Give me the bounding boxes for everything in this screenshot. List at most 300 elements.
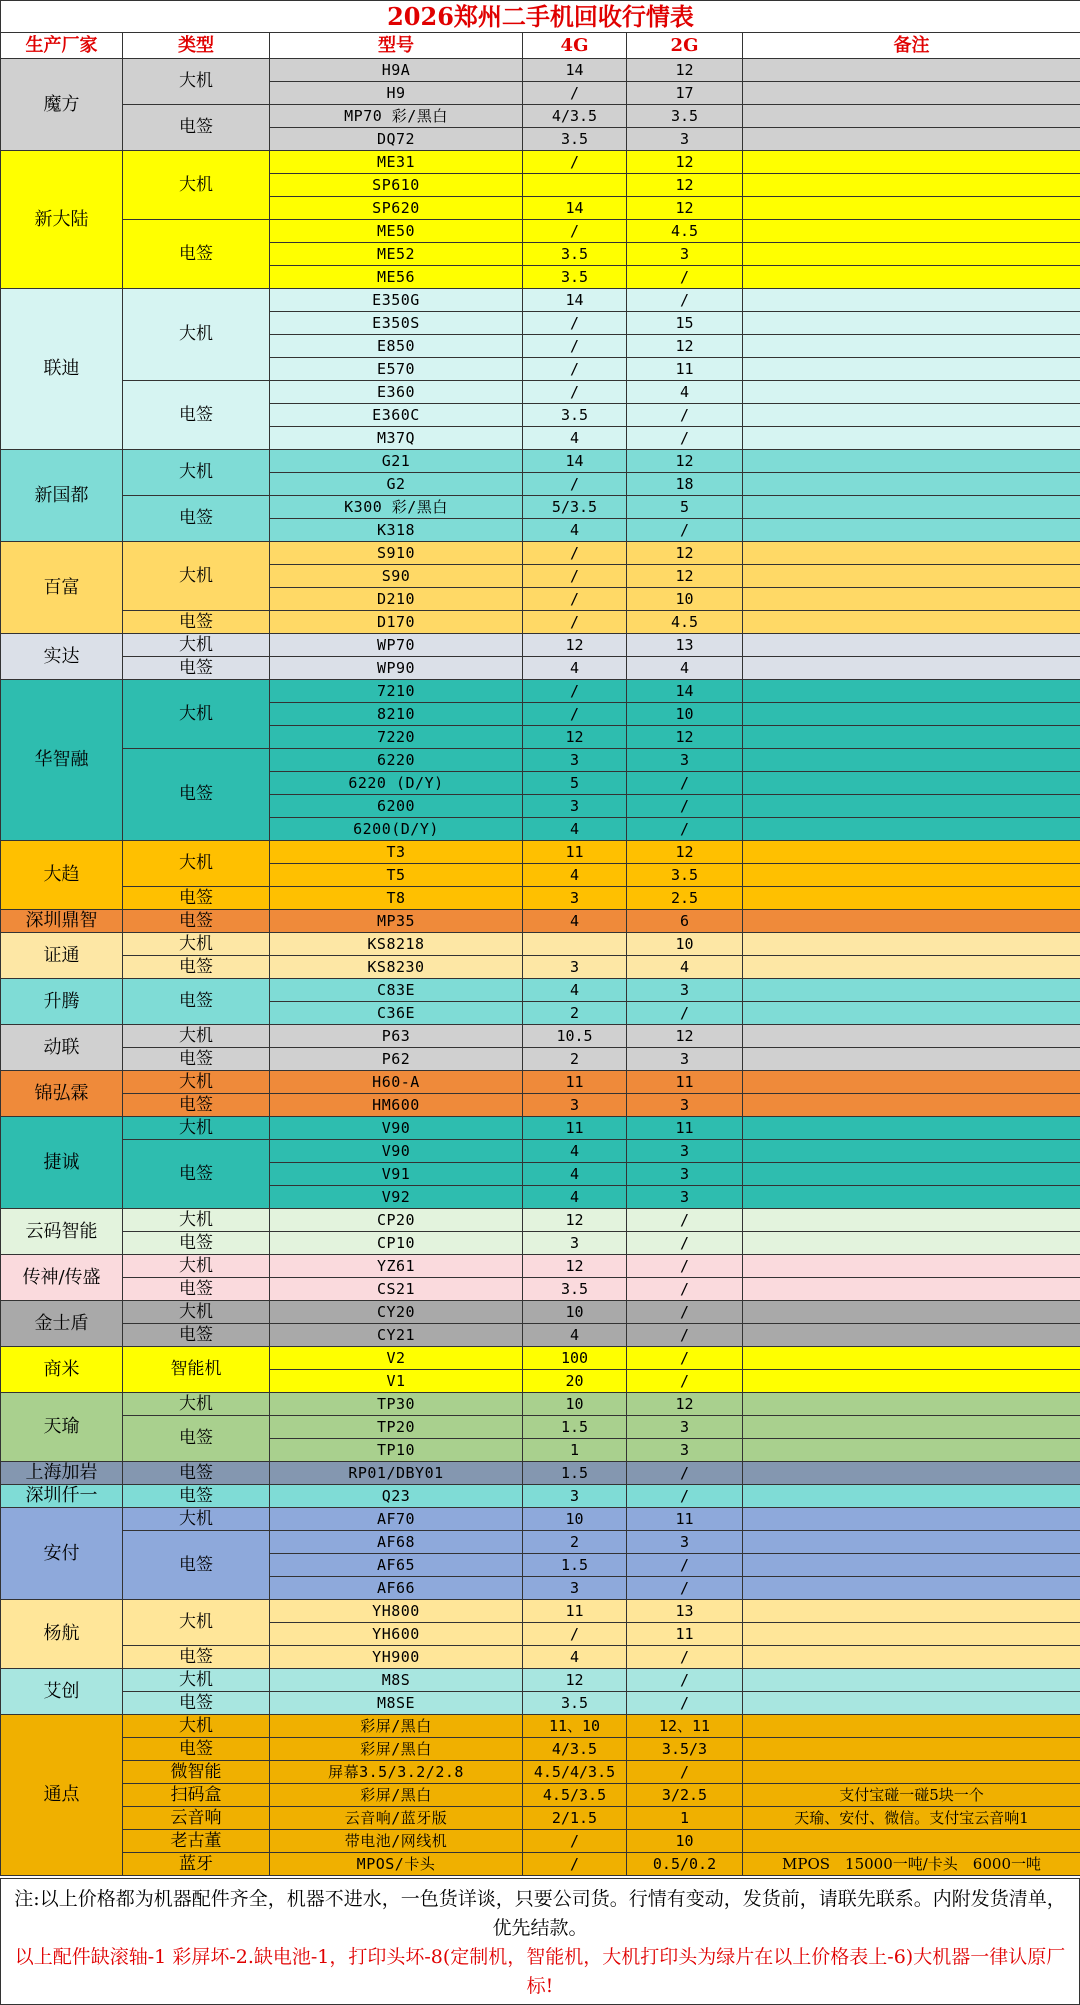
type-cell: 电签 [123, 611, 270, 634]
price-2g-cell: 4 [627, 657, 743, 680]
table-row [1, 680, 1080, 703]
price-2g-cell: / [627, 1301, 743, 1324]
price-2g-cell: 1 [627, 1807, 743, 1830]
price-4g-cell: 4 [523, 864, 627, 887]
note-cell [743, 634, 1080, 657]
type-cell: 微智能 [123, 1761, 270, 1784]
type-cell: 电签 [123, 1531, 270, 1600]
table-row [1, 1761, 1080, 1784]
manufacturer-cell: 锦弘霖 [1, 1071, 123, 1117]
type-cell: 智能机 [123, 1347, 270, 1393]
price-2g-cell: / [627, 1554, 743, 1577]
note-cell: 天瑜、安付、微信。支付宝云音响1 [743, 1807, 1080, 1830]
price-2g-cell: 3.5 [627, 105, 743, 128]
table-row [1, 1462, 1080, 1485]
price-4g-cell: 14 [523, 59, 627, 82]
price-2g-cell: / [627, 1002, 743, 1025]
model-cell: WP90 [270, 657, 523, 680]
model-cell: MP35 [270, 910, 523, 933]
price-2g-cell: 3.5 [627, 864, 743, 887]
note-cell [743, 266, 1080, 289]
price-2g-cell: 13 [627, 634, 743, 657]
table-row [1, 1209, 1080, 1232]
price-4g-cell: 4 [523, 910, 627, 933]
price-2g-cell: 3.5/3 [627, 1738, 743, 1761]
model-cell: AF68 [270, 1531, 523, 1554]
table-row [1, 1048, 1080, 1071]
note-cell [743, 1761, 1080, 1784]
model-cell: ME52 [270, 243, 523, 266]
price-4g-cell: 2/1.5 [523, 1807, 627, 1830]
table-row [1, 1508, 1080, 1531]
note-cell [743, 1393, 1080, 1416]
type-cell: 蓝牙 [123, 1853, 270, 1876]
model-cell: H60-A [270, 1071, 523, 1094]
note-cell [743, 956, 1080, 979]
note-cell [743, 174, 1080, 197]
note-cell [743, 1255, 1080, 1278]
table-row [1, 1301, 1080, 1324]
note-cell [743, 289, 1080, 312]
table-row [1, 910, 1080, 933]
price-4g-cell: / [523, 1853, 627, 1876]
model-cell: H9 [270, 82, 523, 105]
price-2g-cell: 10 [627, 1830, 743, 1853]
price-4g-cell: 1.5 [523, 1462, 627, 1485]
price-4g-cell: 1.5 [523, 1554, 627, 1577]
price-2g-cell: / [627, 1324, 743, 1347]
model-cell: D210 [270, 588, 523, 611]
model-cell: 彩屏/黑白 [270, 1715, 523, 1738]
price-2g-cell: 3 [627, 1094, 743, 1117]
price-4g-cell: 4 [523, 1324, 627, 1347]
table-row [1, 1324, 1080, 1347]
note-cell [743, 519, 1080, 542]
type-cell: 大机 [123, 1071, 270, 1094]
type-cell: 电签 [123, 749, 270, 841]
model-cell: K300 彩/黑白 [270, 496, 523, 519]
price-4g-cell: 14 [523, 197, 627, 220]
type-cell: 大机 [123, 634, 270, 657]
model-cell: SP610 [270, 174, 523, 197]
price-2g-cell: 11 [627, 1117, 743, 1140]
price-2g-cell: 13 [627, 1600, 743, 1623]
note-cell [743, 220, 1080, 243]
model-cell: C36E [270, 1002, 523, 1025]
note-cell [743, 1416, 1080, 1439]
note-cell [743, 726, 1080, 749]
price-4g-cell: 3.5 [523, 128, 627, 151]
model-cell: KS8218 [270, 933, 523, 956]
type-cell: 电签 [123, 887, 270, 910]
note-cell [743, 1324, 1080, 1347]
price-2g-cell: 17 [627, 82, 743, 105]
price-4g-cell: 20 [523, 1370, 627, 1393]
model-cell: K318 [270, 519, 523, 542]
manufacturer-cell: 金士盾 [1, 1301, 123, 1347]
note-cell [743, 1554, 1080, 1577]
model-cell: E360 [270, 381, 523, 404]
type-cell: 电签 [123, 956, 270, 979]
price-2g-cell: 15 [627, 312, 743, 335]
price-4g-cell [523, 933, 627, 956]
type-cell: 大机 [123, 933, 270, 956]
model-cell: CP10 [270, 1232, 523, 1255]
note-cell [743, 703, 1080, 726]
model-cell: E850 [270, 335, 523, 358]
model-cell: P63 [270, 1025, 523, 1048]
model-cell: D170 [270, 611, 523, 634]
price-2g-cell: 3 [627, 243, 743, 266]
model-cell: V90 [270, 1140, 523, 1163]
price-4g-cell: 10 [523, 1301, 627, 1324]
price-2g-cell: 11 [627, 358, 743, 381]
model-cell: 8210 [270, 703, 523, 726]
price-2g-cell: 3 [627, 749, 743, 772]
price-2g-cell: 12 [627, 565, 743, 588]
model-cell: 彩屏/黑白 [270, 1784, 523, 1807]
price-2g-cell: 10 [627, 588, 743, 611]
price-2g-cell: / [627, 1462, 743, 1485]
type-cell: 大机 [123, 1025, 270, 1048]
note-cell [743, 933, 1080, 956]
price-2g-cell: 12 [627, 197, 743, 220]
price-4g-cell: 3 [523, 749, 627, 772]
note-cell [743, 151, 1080, 174]
model-cell: 7220 [270, 726, 523, 749]
model-cell: YH900 [270, 1646, 523, 1669]
price-2g-cell: 4 [627, 381, 743, 404]
model-cell: T8 [270, 887, 523, 910]
price-2g-cell: 3 [627, 1416, 743, 1439]
model-cell: HM600 [270, 1094, 523, 1117]
table-row [1, 1071, 1080, 1094]
note-cell [743, 427, 1080, 450]
price-4g-cell: 10 [523, 1508, 627, 1531]
type-cell: 电签 [123, 1692, 270, 1715]
note-cell [743, 1646, 1080, 1669]
price-4g-cell: / [523, 703, 627, 726]
note-cell [743, 1485, 1080, 1508]
price-4g-cell: / [523, 611, 627, 634]
model-cell: YZ61 [270, 1255, 523, 1278]
price-4g-cell: 12 [523, 1669, 627, 1692]
model-cell: 带电池/网线机 [270, 1830, 523, 1853]
model-cell: C83E [270, 979, 523, 1002]
type-cell: 电签 [123, 1485, 270, 1508]
price-2g-cell: 3/2.5 [627, 1784, 743, 1807]
price-2g-cell: 14 [627, 680, 743, 703]
price-2g-cell: / [627, 1692, 743, 1715]
table-row [1, 749, 1080, 772]
note-cell [743, 588, 1080, 611]
note-cell [743, 358, 1080, 381]
model-cell: KS8230 [270, 956, 523, 979]
price-4g-cell: 3 [523, 956, 627, 979]
note-cell [743, 887, 1080, 910]
price-2g-cell: 12 [627, 335, 743, 358]
price-2g-cell: / [627, 1485, 743, 1508]
table-row [1, 887, 1080, 910]
model-cell: T5 [270, 864, 523, 887]
price-4g-cell: 2 [523, 1048, 627, 1071]
manufacturer-cell: 杨航 [1, 1600, 123, 1669]
price-2g-cell: 12 [627, 726, 743, 749]
price-4g-cell: / [523, 542, 627, 565]
note-cell [743, 1209, 1080, 1232]
price-4g-cell: / [523, 1830, 627, 1853]
price-2g-cell: 12 [627, 59, 743, 82]
manufacturer-cell: 新大陆 [1, 151, 123, 289]
table-row [1, 1232, 1080, 1255]
price-2g-cell: / [627, 1255, 743, 1278]
note-cell [743, 611, 1080, 634]
note-cell [743, 496, 1080, 519]
price-4g-cell: 11、10 [523, 1715, 627, 1738]
model-cell: AF65 [270, 1554, 523, 1577]
price-2g-cell: 4 [627, 956, 743, 979]
price-4g-cell: 3 [523, 1577, 627, 1600]
header-manufacturer: 生产厂家 [1, 33, 123, 59]
type-cell: 大机 [123, 1301, 270, 1324]
note-cell [743, 1186, 1080, 1209]
table-row [1, 611, 1080, 634]
price-2g-cell: / [627, 519, 743, 542]
model-cell: V2 [270, 1347, 523, 1370]
note-cell [743, 473, 1080, 496]
footer-note-deductions: 以上配件缺滚轴-1 彩屏坏-2.缺电池-1，打印头坏-8(定制机，智能机，大机打印头为绿片在以上价格表上-6)大机器一律认原厂标! [14, 1946, 1066, 1997]
price-4g-cell: 4 [523, 1140, 627, 1163]
note-cell [743, 749, 1080, 772]
manufacturer-cell: 深圳鼎智 [1, 910, 123, 933]
price-2g-cell: 11 [627, 1508, 743, 1531]
type-cell: 电签 [123, 220, 270, 289]
price-4g-cell: 3 [523, 795, 627, 818]
note-cell [743, 841, 1080, 864]
note-cell [743, 1140, 1080, 1163]
price-4g-cell: 12 [523, 1255, 627, 1278]
type-cell: 大机 [123, 1600, 270, 1646]
price-4g-cell: 14 [523, 289, 627, 312]
table-row [1, 956, 1080, 979]
model-cell: E350G [270, 289, 523, 312]
note-cell [743, 1002, 1080, 1025]
note-cell [743, 404, 1080, 427]
type-cell: 大机 [123, 1669, 270, 1692]
note-cell [743, 1301, 1080, 1324]
type-cell: 电签 [123, 496, 270, 542]
model-cell: 云音响/蓝牙版 [270, 1807, 523, 1830]
price-4g-cell: 4 [523, 818, 627, 841]
model-cell: 彩屏/黑白 [270, 1738, 523, 1761]
model-cell: TP10 [270, 1439, 523, 1462]
note-cell [743, 59, 1080, 82]
price-2g-cell: 10 [627, 703, 743, 726]
table-row [1, 1830, 1080, 1853]
model-cell: T3 [270, 841, 523, 864]
price-4g-cell: 2 [523, 1531, 627, 1554]
price-2g-cell: 3 [627, 979, 743, 1002]
table-row [1, 1646, 1080, 1669]
table-row [1, 933, 1080, 956]
table-row [1, 1025, 1080, 1048]
note-cell [743, 82, 1080, 105]
manufacturer-cell: 安付 [1, 1508, 123, 1600]
note-cell [743, 657, 1080, 680]
type-cell: 老古董 [123, 1830, 270, 1853]
note-cell [743, 312, 1080, 335]
table-row [1, 289, 1080, 312]
type-cell: 电签 [123, 381, 270, 450]
price-4g-cell: 12 [523, 726, 627, 749]
table-row [1, 151, 1080, 174]
model-cell: M37Q [270, 427, 523, 450]
manufacturer-cell: 通点 [1, 1715, 123, 1876]
header-notes: 备注 [743, 33, 1080, 59]
type-cell: 大机 [123, 59, 270, 105]
table-row [1, 220, 1080, 243]
note-cell [743, 381, 1080, 404]
type-cell: 电签 [123, 1278, 270, 1301]
price-2g-cell: 3 [627, 1140, 743, 1163]
price-4g-cell: 3.5 [523, 404, 627, 427]
price-2g-cell: / [627, 1347, 743, 1370]
model-cell: M8SE [270, 1692, 523, 1715]
price-2g-cell: / [627, 1370, 743, 1393]
price-2g-cell: / [627, 1209, 743, 1232]
title-row [1, 1, 1080, 33]
header-2g: 2G [627, 33, 743, 59]
note-cell: MPOS 15000一吨/卡头 6000一吨 [743, 1853, 1080, 1876]
price-2g-cell: 12 [627, 151, 743, 174]
price-4g-cell: 4 [523, 1186, 627, 1209]
manufacturer-cell: 云码智能 [1, 1209, 123, 1255]
price-4g-cell: 1 [523, 1439, 627, 1462]
type-cell: 大机 [123, 450, 270, 496]
table-row [1, 105, 1080, 128]
manufacturer-cell: 艾创 [1, 1669, 123, 1715]
price-4g-cell: / [523, 220, 627, 243]
price-2g-cell: 6 [627, 910, 743, 933]
header-4g: 4G [523, 33, 627, 59]
price-4g-cell: 11 [523, 1600, 627, 1623]
price-4g-cell: / [523, 1623, 627, 1646]
price-4g-cell: 14 [523, 450, 627, 473]
price-4g-cell: / [523, 588, 627, 611]
price-2g-cell: 0.5/0.2 [627, 1853, 743, 1876]
type-cell: 大机 [123, 841, 270, 887]
model-cell: 屏幕3.5/3.2/2.8 [270, 1761, 523, 1784]
note-cell [743, 197, 1080, 220]
type-cell: 大机 [123, 151, 270, 220]
type-cell: 扫码盒 [123, 1784, 270, 1807]
model-cell: Q23 [270, 1485, 523, 1508]
price-4g-cell: / [523, 312, 627, 335]
table-row [1, 450, 1080, 473]
note-cell [743, 1692, 1080, 1715]
price-4g-cell: 12 [523, 1209, 627, 1232]
model-cell: TP30 [270, 1393, 523, 1416]
type-cell: 电签 [123, 105, 270, 151]
price-2g-cell: / [627, 795, 743, 818]
price-2g-cell: 4.5 [627, 220, 743, 243]
table-row [1, 1278, 1080, 1301]
model-cell: WP70 [270, 634, 523, 657]
price-4g-cell: 10 [523, 1393, 627, 1416]
price-2g-cell: / [627, 1646, 743, 1669]
note-cell [743, 1117, 1080, 1140]
note-cell [743, 1715, 1080, 1738]
note-cell [743, 1048, 1080, 1071]
model-cell: V92 [270, 1186, 523, 1209]
manufacturer-cell: 商米 [1, 1347, 123, 1393]
price-4g-cell: 4 [523, 1163, 627, 1186]
price-4g-cell: 4.5/4/3.5 [523, 1761, 627, 1784]
table-row [1, 1807, 1080, 1830]
price-2g-cell: 2.5 [627, 887, 743, 910]
note-cell: 支付宝碰一碰5块一个 [743, 1784, 1080, 1807]
note-cell [743, 1830, 1080, 1853]
table-row [1, 1140, 1080, 1163]
table-row [1, 1738, 1080, 1761]
model-cell: G21 [270, 450, 523, 473]
type-cell: 电签 [123, 1416, 270, 1462]
note-cell [743, 680, 1080, 703]
table-row [1, 1255, 1080, 1278]
price-2g-cell: 10 [627, 933, 743, 956]
price-4g-cell: 3.5 [523, 1278, 627, 1301]
type-cell: 大机 [123, 289, 270, 381]
manufacturer-cell: 新国都 [1, 450, 123, 542]
note-cell [743, 1508, 1080, 1531]
table-row [1, 381, 1080, 404]
table-row [1, 1531, 1080, 1554]
manufacturer-cell: 捷诚 [1, 1117, 123, 1209]
note-cell [743, 1370, 1080, 1393]
type-cell: 大机 [123, 1715, 270, 1738]
type-cell: 大机 [123, 1255, 270, 1278]
price-4g-cell: 2 [523, 1002, 627, 1025]
table-row [1, 1692, 1080, 1715]
model-cell: TP20 [270, 1416, 523, 1439]
model-cell: E350S [270, 312, 523, 335]
model-cell: 6220 [270, 749, 523, 772]
manufacturer-cell: 华智融 [1, 680, 123, 841]
note-cell [743, 1347, 1080, 1370]
table-row [1, 657, 1080, 680]
price-2g-cell: 11 [627, 1071, 743, 1094]
price-4g-cell: 5 [523, 772, 627, 795]
price-4g-cell: 11 [523, 841, 627, 864]
table-row [1, 1600, 1080, 1623]
price-2g-cell: / [627, 772, 743, 795]
price-4g-cell: 11 [523, 1071, 627, 1094]
table-row [1, 59, 1080, 82]
note-cell [743, 1600, 1080, 1623]
table-row [1, 1853, 1080, 1876]
price-4g-cell: 3 [523, 887, 627, 910]
model-cell: ME31 [270, 151, 523, 174]
price-4g-cell: 3.5 [523, 243, 627, 266]
price-2g-cell: 12 [627, 542, 743, 565]
header-type: 类型 [123, 33, 270, 59]
table-row [1, 1094, 1080, 1117]
table-row [1, 1117, 1080, 1140]
manufacturer-cell: 联迪 [1, 289, 123, 450]
type-cell: 大机 [123, 1393, 270, 1416]
type-cell: 电签 [123, 1232, 270, 1255]
model-cell: DQ72 [270, 128, 523, 151]
